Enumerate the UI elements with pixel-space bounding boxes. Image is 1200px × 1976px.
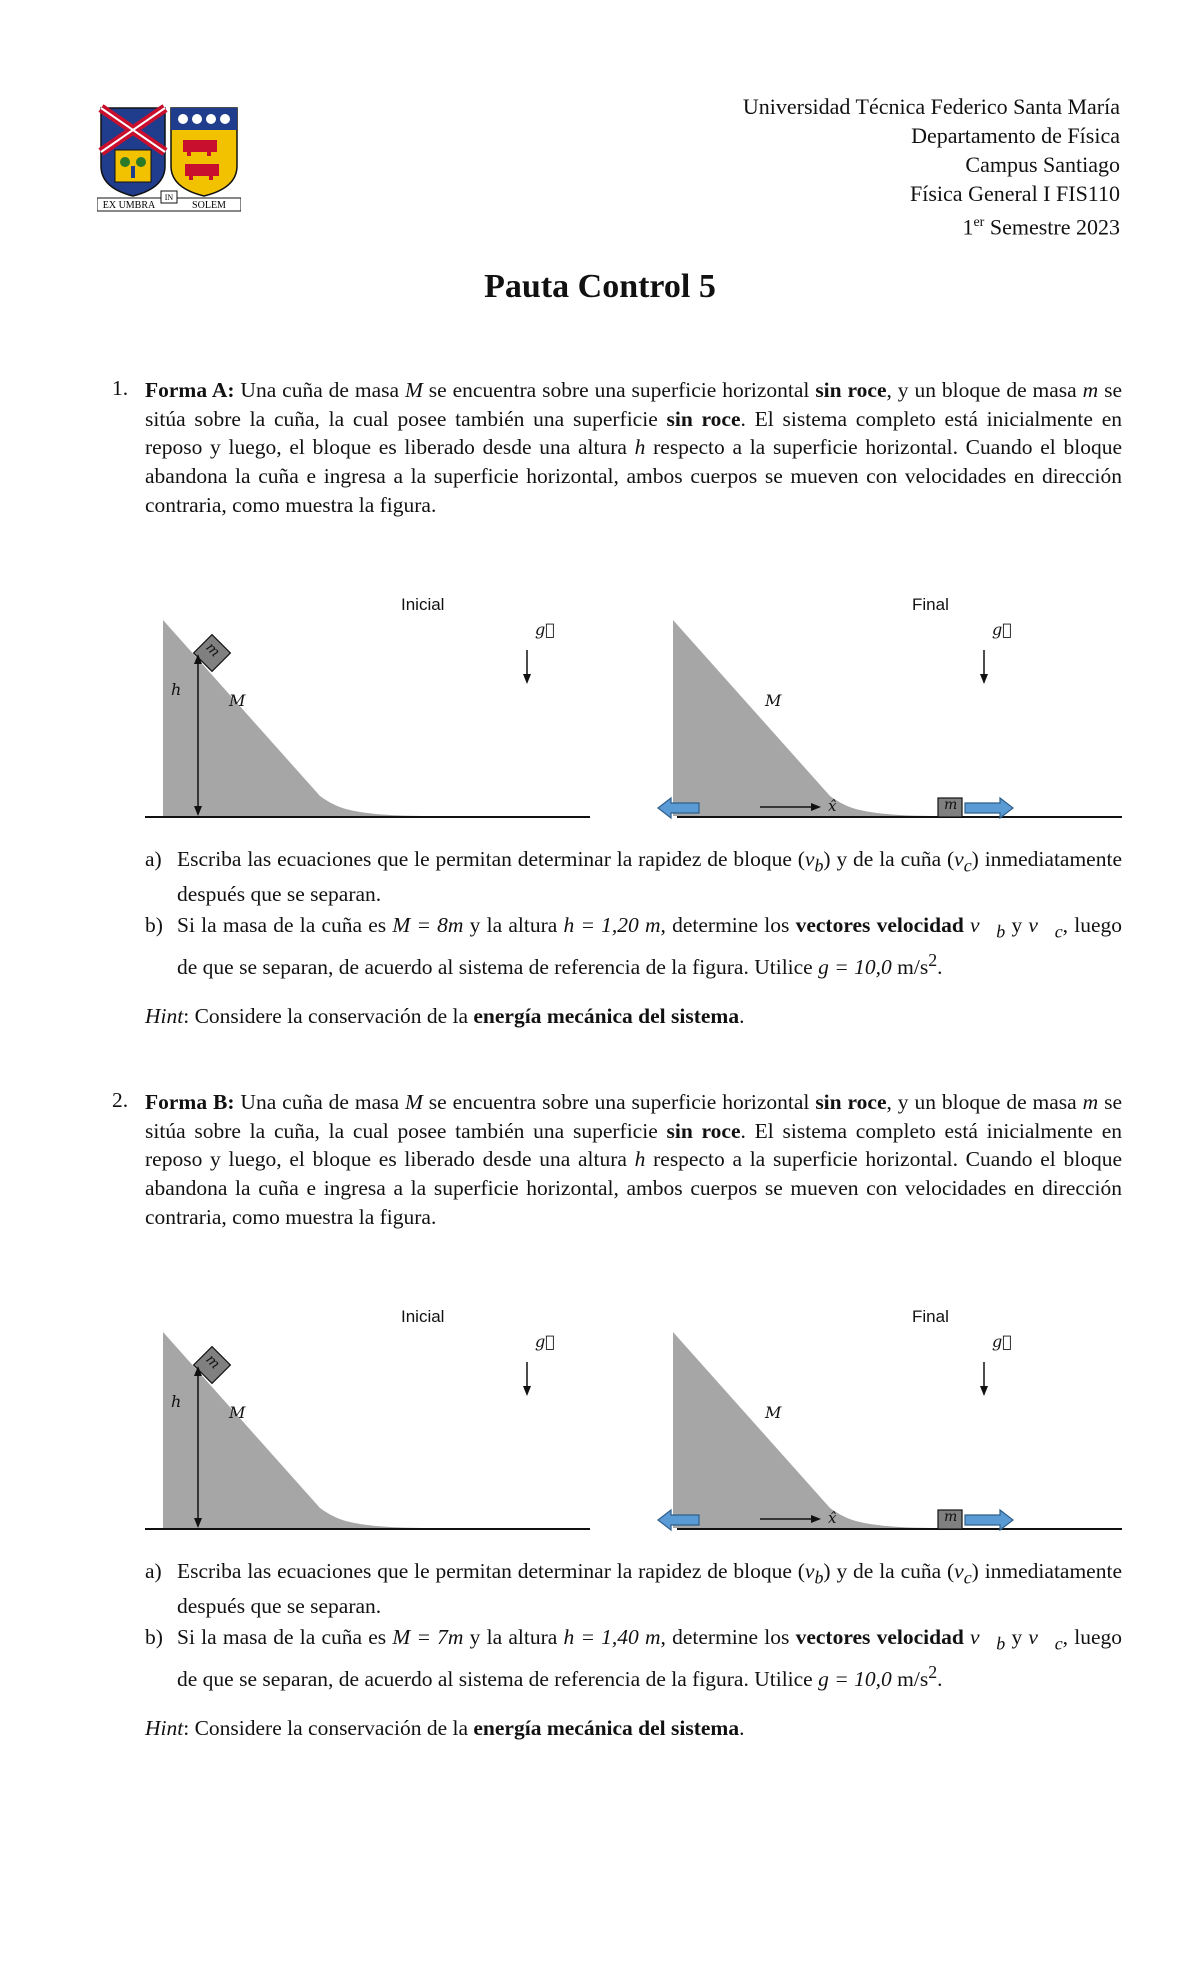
label-final: Final: [912, 594, 949, 614]
page-title: Pauta Control 5: [484, 268, 716, 305]
problem-parts: [145, 845, 1122, 983]
block-mass-initial: m: [202, 639, 223, 660]
motto-mid: IN: [164, 193, 174, 202]
wedge-figure: [145, 1284, 1122, 1532]
part-a: a) Escriba las ecuaciones que le permitan determinar la rapidez de bloque $(v_b)$ y de la cuña $(v_c)$ inmediatamente después que se separan.: [145, 1558, 1122, 1618]
label-final: Final: [912, 1306, 949, 1326]
course-name: Física General I FIS110: [910, 181, 1120, 206]
part-a: a) Escriba las ecuaciones que le permitan determinar la rapidez de bloque $(v_b)$ y de la cuña $(v_c)$ inmediatamente después que se separan.: [145, 846, 1122, 906]
hint: Hint: Considere la conservación de la energía mecánica del sistema.: [145, 1004, 745, 1029]
department-name: Departamento de Física: [911, 123, 1120, 148]
motto-left: EX UMBRA: [102, 200, 156, 211]
x-hat-symbol: x̂: [828, 1508, 837, 1527]
velocity-arrow-block: [965, 798, 1013, 818]
university-name: Universidad Técnica Federico Santa María: [742, 94, 1120, 119]
university-crest-logo: [97, 104, 241, 212]
wedge-mass-final: M: [765, 1402, 782, 1422]
wedge-mass-initial: M: [229, 1402, 246, 1422]
height-symbol: h: [171, 679, 182, 699]
institution-block: [743, 92, 1120, 241]
wedge-mass-final: M: [765, 690, 782, 710]
problem-number: 1.: [112, 376, 129, 400]
velocity-arrow-block: [965, 1510, 1013, 1530]
form-label: Forma A:: [145, 378, 235, 402]
hint: Hint: Considere la conservación de la energía mecánica del sistema.: [145, 1716, 745, 1741]
x-hat-symbol: x̂: [828, 796, 837, 815]
part-b: b) Si la masa de la cuña es M = 8m y la altura h = 1,20 m, determine los vectores velocidad $v⃗_b$ y $v⃗_c$, luego de que se separan, de acuerdo al sistema de referencia de la figura. Utilice g = 10,0 $m/s^2$.: [145, 913, 1122, 980]
gravity-symbol-final: g⃗: [992, 1331, 1012, 1351]
gravity-symbol-initial: g⃗: [535, 1331, 555, 1351]
wedge-mass-initial: M: [229, 690, 246, 710]
problem-1: [112, 376, 1122, 1029]
gravity-symbol-initial: g⃗: [535, 619, 555, 639]
motto-right: SOLEM: [192, 200, 226, 211]
problem-statement: Forma B: Una cuña de masa M se encuentra sobre una superficie horizontal sin roce, y un bloque de masa m se sitúa sobre la cuña, la cual posee también una superficie sin roce. El sistema completo está inicialmente en reposo y luego, el bloque es liberado desde una altura h respecto a la superficie horizontal. Cuando el bloque abandona la cuña e ingresa a la superficie horizontal, ambos cuerpos se mueven con velocidades en dirección contraria, como muestra la figura.: [145, 1090, 1123, 1229]
problem-number: 2.: [112, 1088, 129, 1112]
height-symbol: h: [171, 1391, 182, 1411]
block-mass-final: m: [944, 796, 958, 813]
block-mass-final: m: [944, 1508, 958, 1525]
wedge-final: [673, 620, 940, 816]
block-mass-initial: m: [202, 1351, 223, 1372]
campus-name: Campus Santiago: [965, 152, 1120, 177]
problem-2: [112, 1088, 1122, 1741]
label-initial: Inicial: [401, 1306, 445, 1326]
problem-statement: Forma A: Una cuña de masa M se encuentra sobre una superficie horizontal sin roce, y un bloque de masa m se sitúa sobre la cuña, la cual posee también una superficie sin roce. El sistema completo está inicialmente en reposo y luego, el bloque es liberado desde una altura h respecto a la superficie horizontal. Cuando el bloque abandona la cuña e ingresa a la superficie horizontal, ambos cuerpos se mueven con velocidades en dirección contraria, como muestra la figura.: [145, 378, 1123, 517]
wedge-final: [673, 1332, 940, 1528]
wedge-figure: [145, 572, 1122, 820]
label-initial: Inicial: [401, 594, 445, 614]
part-b: b) Si la masa de la cuña es M = 7m y la altura h = 1,40 m, determine los vectores velocidad $v⃗_b$ y $v⃗_c$, luego de que se separan, de acuerdo al sistema de referencia de la figura. Utilice g = 10,0 $m/s^2$.: [145, 1625, 1122, 1692]
gravity-symbol-final: g⃗: [992, 619, 1012, 639]
problem-parts: [145, 1557, 1122, 1695]
semester-line: 1er Semestre 2023: [962, 214, 1120, 240]
form-label: Forma B:: [145, 1090, 235, 1114]
